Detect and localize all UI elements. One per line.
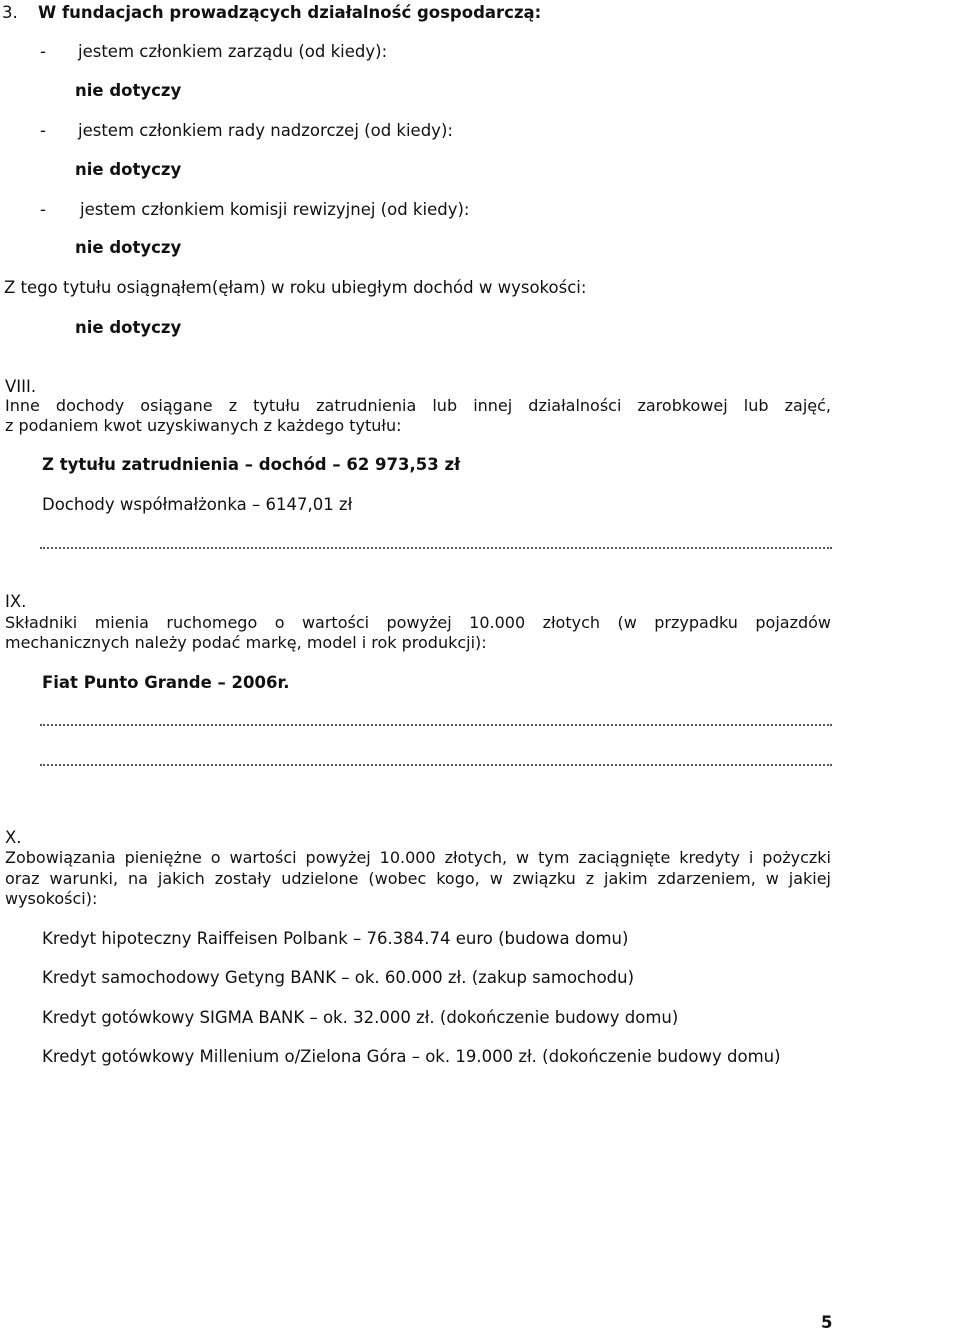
dotted-line: [40, 547, 832, 549]
section-8-description-line1: Inne dochody osiągane z tytułu zatrudnienia lub innej działalności zarobkowej lub zajęć,: [5, 396, 831, 415]
loan-item: Kredyt samochodowy Getyng BANK – ok. 60.000 zł. (zakup samochodu): [42, 968, 635, 987]
bullet-dash: -: [40, 42, 46, 61]
section-8-description-line2: z podaniem kwot uzyskiwanych z każdego tytułu:: [5, 416, 402, 435]
section-3-number: 3.: [2, 3, 18, 22]
answer-supervisory-board: nie dotyczy: [75, 160, 182, 179]
bullet-dash: -: [40, 121, 46, 140]
item-supervisory-board: jestem członkiem rady nadzorczej (od kiedy):: [78, 121, 453, 140]
income-answer: nie dotyczy: [75, 318, 182, 337]
loan-item: Kredyt gotówkowy SIGMA BANK – ok. 32.000 zł. (dokończenie budowy domu): [42, 1008, 679, 1027]
income-question: Z tego tytułu osiągnąłem(ęłam) w roku ubiegłym dochód w wysokości:: [4, 278, 587, 297]
section-10-description-line1: Zobowiązania pieniężne o wartości powyżej 10.000 złotych, w tym zaciągnięte kredyty i pożyczki: [5, 848, 831, 867]
section-9-number: IX.: [5, 592, 27, 611]
section-10-description-line3: wysokości):: [5, 889, 98, 908]
item-board-member: jestem członkiem zarządu (od kiedy):: [78, 42, 388, 61]
spouse-income: Dochody współmałżonka – 6147,01 zł: [42, 495, 353, 514]
employment-income: Z tytułu zatrudnienia – dochód – 62 973,53 zł: [42, 455, 461, 474]
page-number: 5: [821, 1313, 833, 1332]
bullet-dash: -: [40, 200, 46, 219]
loan-item: Kredyt hipoteczny Raiffeisen Polbank – 76.384.74 euro (budowa domu): [42, 929, 629, 948]
dotted-line: [40, 724, 832, 726]
section-8-number: VIII.: [5, 377, 37, 396]
section-10-description-line2: oraz warunki, na jakich zostały udzielone (wobec kogo, w związku z jakim zdarzeniem, w jakiej: [5, 869, 831, 888]
section-3-heading: W fundacjach prowadzących działalność gospodarczą:: [38, 3, 542, 22]
section-9-description-line2: mechanicznych należy podać markę, model i rok produkcji):: [5, 633, 487, 652]
dotted-line: [40, 764, 832, 766]
section-9-description-line1: Składniki mienia ruchomego o wartości powyżej 10.000 złotych (w przypadku pojazdów: [5, 613, 831, 632]
section-10-number: X.: [5, 828, 22, 847]
answer-board-member: nie dotyczy: [75, 81, 182, 100]
loan-item: Kredyt gotówkowy Millenium o/Zielona Góra – ok. 19.000 zł. (dokończenie budowy domu): [42, 1047, 781, 1066]
vehicle-entry: Fiat Punto Grande – 2006r.: [42, 673, 290, 692]
answer-audit-committee: nie dotyczy: [75, 238, 182, 257]
item-audit-committee: jestem członkiem komisji rewizyjnej (od kiedy):: [80, 200, 470, 219]
